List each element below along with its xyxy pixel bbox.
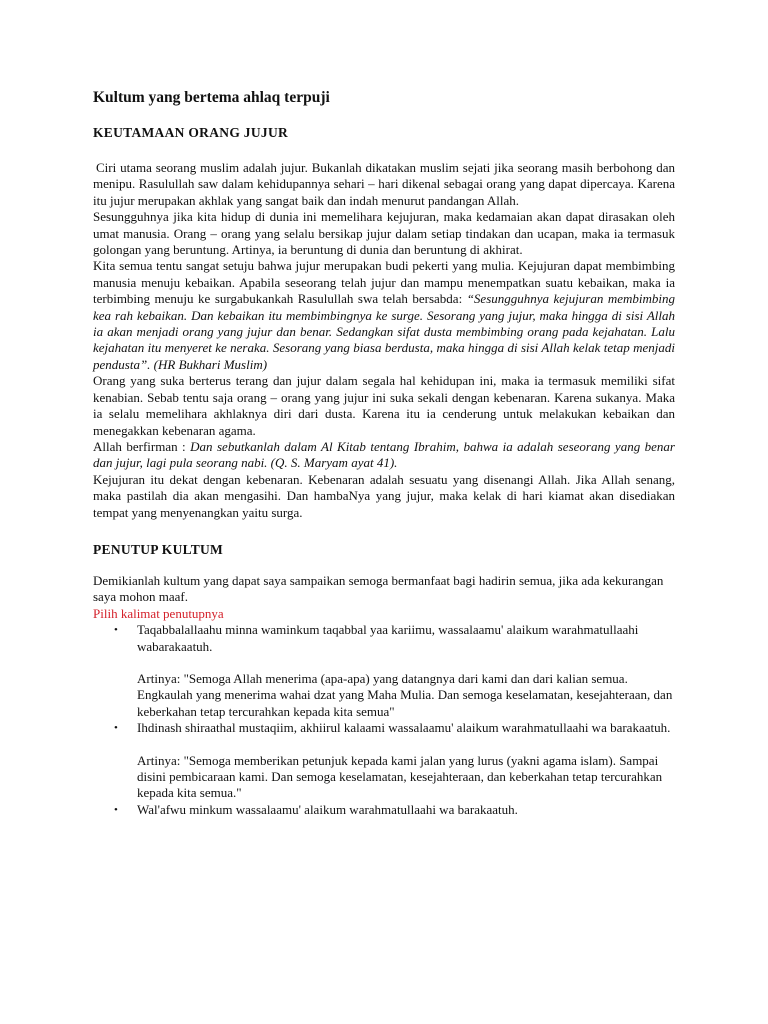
closing-paragraph: Demikianlah kultum yang dapat saya sampaikan semoga bermanfaat bagi hadirin semua, jika ada kekurangan saya mohon maaf. [93,572,664,605]
document-page [93,88,675,818]
section-heading-keutamaan: KEUTAMAAN ORANG JUJUR [93,125,289,140]
paragraph-4: Orang yang suka berterus terang dan jujur dalam segala hal kehidupan ini, maka ia termasuk memiliki sifat kenabian. Sebab tentu saja orang – orang yang jujur ini suka sekali dengan kebenaran. Karena sukanya. Maka ia selalu memelihara akhlaknya diri dari dusta. Karena itu ia cenderung untuk melakukan kebaikan dan menegakkan kebenaran agama. [93,373,675,438]
closing-option-3-text: Wal'afwu minkum wassalaamu' alaikum warahmatullaahi wa barakaatuh. [137,801,518,817]
paragraph-5 [93,439,675,472]
bullet-icon: • [114,624,118,637]
closing-prompt: Pilih kalimat penutupnya [93,605,224,621]
closing-option-2-translation: Artinya: "Semoga memberikan petunjuk kepada kami jalan yang lurus (yakni agama islam). Sampai disini pembicaraan kami. Dan semoga keselamatan, kesejahteraan, dan keberkahan tetap tercurahkan kepada kita semua." [137,752,663,801]
paragraph-3 [93,258,675,373]
paragraph-5-text: Allah berfirman : [93,438,191,454]
closing-option-1-translation: Artinya: "Semoga Allah menerima (apa-apa) yang datangnya dari kami dan dari kalian semua. Engkaulah yang menerima wahai dzat yang Maha Mulia. Dan semoga keselamatan, kesejahteraan, dan keberkahan tetap tercurahkan kepada kita semua" [137,670,673,719]
bullet-icon: • [114,803,118,816]
closing-options-list [93,622,675,818]
paragraph-2: Sesungguhnya jika kita hidup di dunia ini memelihara kejujuran, maka kedamaian akan dapat dirasakan oleh umat manusia. Orang – orang yang selalu bersikap jujur dalam setiap tindakan dan ucapan, maka ia termasuk golongan yang beruntung. Artinya, ia beruntung di dunia dan beruntung di akhirat. [93,209,675,258]
bullet-icon: • [114,722,118,735]
closing-option-3 [93,802,675,818]
paragraph-1: Ciri utama seorang muslim adalah jujur. Bukanlah dikatakan muslim sejati jika seorang masih berbohong dan menipu. Rasulullah saw dalam kehidupannya sehari – hari dikenal sebagai orang yang dapat dipercaya. Karena itu jujur merupakan akhlak yang sangat baik dan indah menurut pandangan Allah. [93,160,675,208]
closing-option-1-text: Taqabbalallaahu minna waminkum taqabbal yaa kariimu, wassalaamu' alaikum warahmatullaahi wabarakaatuh. [137,622,639,654]
paragraph-3-text: Kita semua tentu sangat setuju bahwa jujur merupakan budi pekerti yang mulia. Kejujuran dapat membimbing manusia menuju kebaikan. Apabila seseorang telah jujur dan mampu menempatkan suatu kebaikan, maka ia terbimbing menuju ke surgabukankah Rasulullah swa telah bersabda: [93,258,675,307]
closing-option-1 [93,622,675,720]
closing-option-2-text: Ihdinash shiraathal mustaqiim, akhiirul kalaami wassalaamu' alaikum warahmatullaahi wa barakaatuh. [137,720,671,736]
paragraph-6: Kejujuran itu dekat dengan kebenaran. Kebenaran adalah sesuatu yang disenangi Allah. Jika Allah senang, maka pastilah dia akan mengasihi. Dan hambaNya yang jujur, maka kelak di hari kiamat akan disediakan tempat yang menyenangkan yaitu surga. [93,471,675,520]
section-heading-penutup: PENUTUP KULTUM [93,541,224,557]
document-title: Kultum yang bertema ahlaq terpuji [93,89,330,106]
closing-option-2 [93,720,675,802]
hadith-quote: “Sesungguhnya kejujuran membimbing kea rah kebaikan. Dan kebaikan itu membimbingnya ke surge. Sesorang yang jujur, maka hingga di sisi Allah ia akan menjadi orang yang jujur dan benar. Sedangkan sifat dusta membimbing orang pada kejahatan. Lalu kejahatan itu menyeret ke neraka. Sesorang yang biasa berdusta, maka hingga di sisi Allah kelak tetap menjadi pendusta”. (HR Bukhari Muslim) [93,291,676,372]
quran-quote: Dan sebutkanlah dalam Al Kitab tentang Ibrahim, bahwa ia adalah seseorang yang benar dan jujur, lagi pula seorang nabi. (Q. S. Maryam ayat 41). [93,438,675,471]
